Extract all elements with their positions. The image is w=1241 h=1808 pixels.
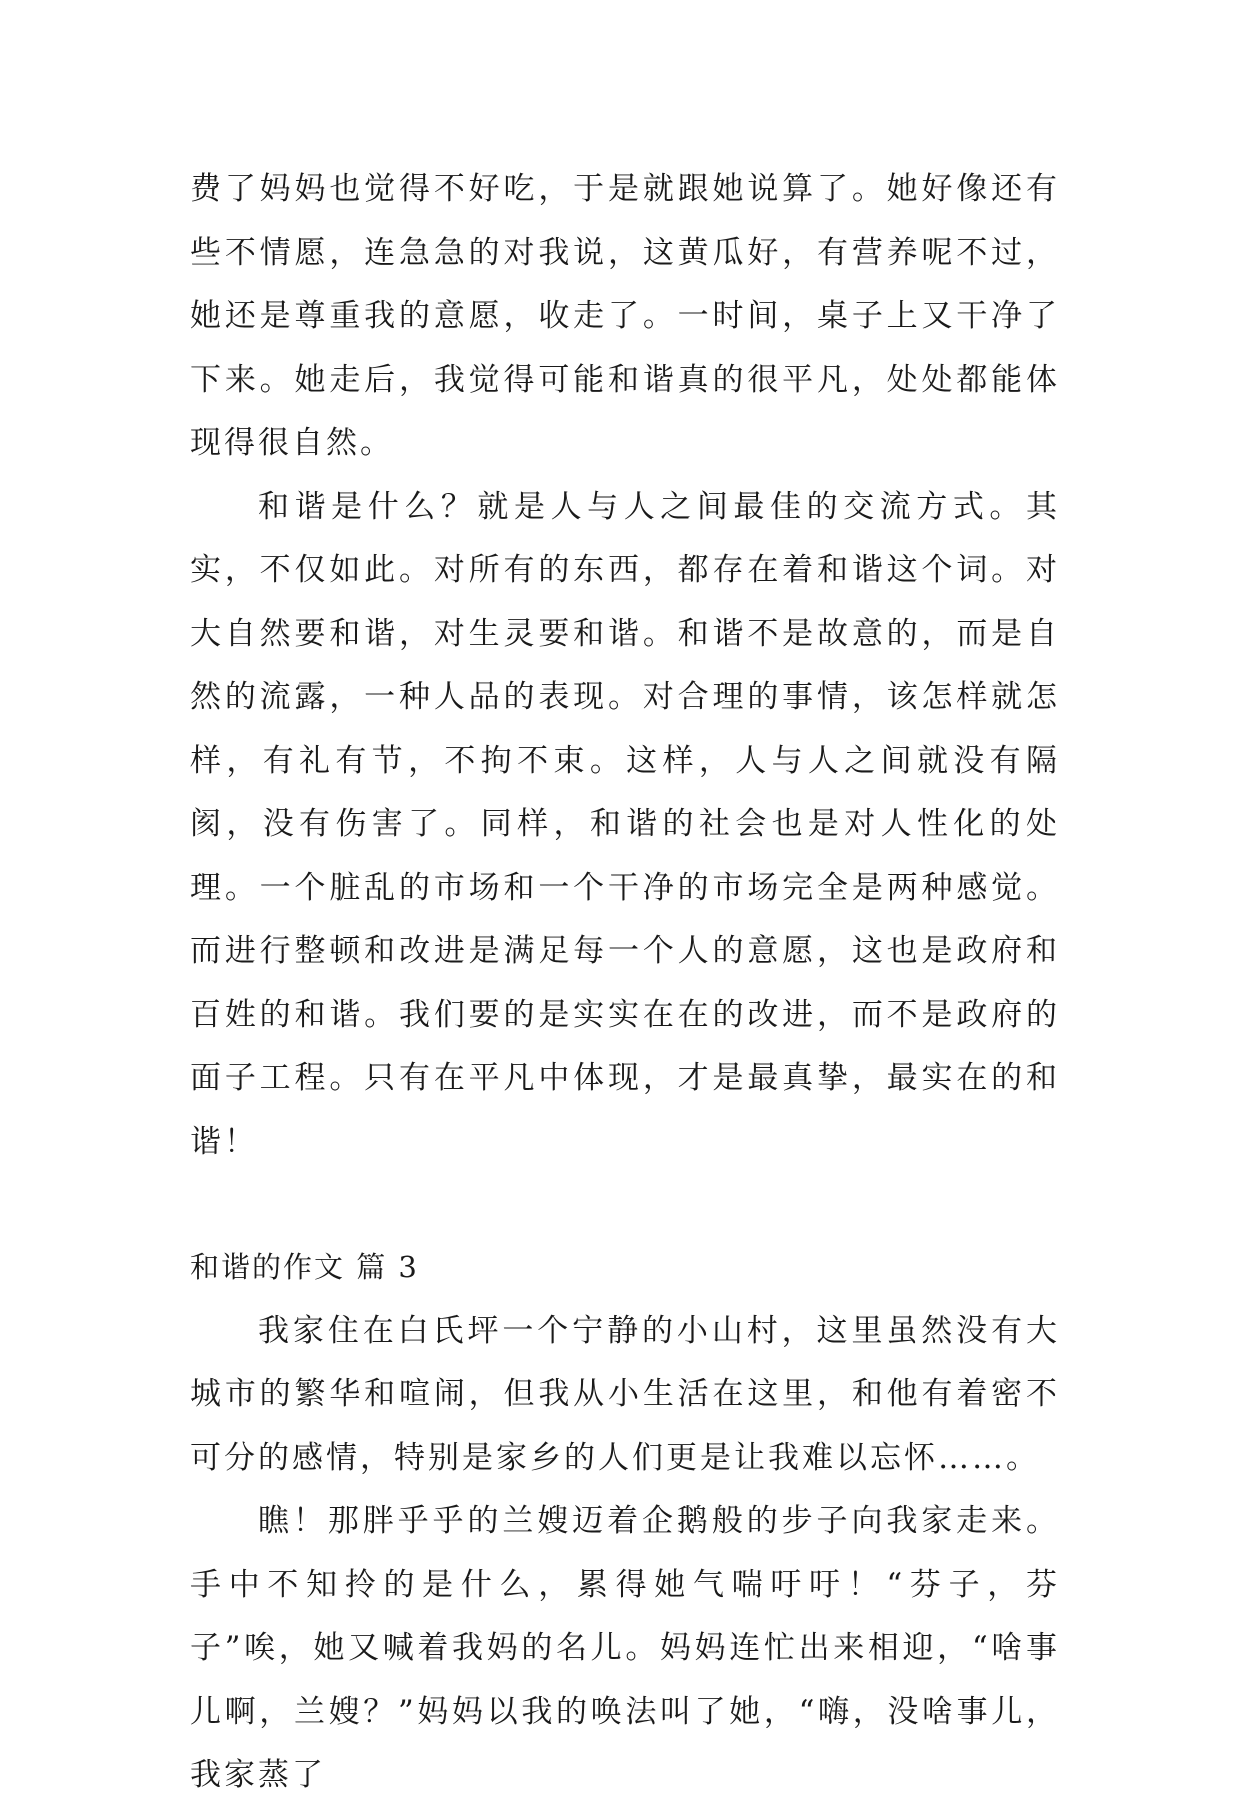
paragraph-lan-sister-in-law: 瞧！那胖乎乎的兰嫂迈着企鹅般的步子向我家走来。手中不知拎的是什么，累得她气喘吁吁！“芬子，芬子”唉，她又喊着我妈的名儿。妈妈连忙出来相迎，“啥事儿啊，兰嫂？”妈妈以我的唤法叫了她，“嗨，没啥事儿，我家蒸了 xyxy=(190,1503,1060,1793)
paragraph-harmony-meaning: 和谐是什么？就是人与人之间最佳的交流方式。其实，不仅如此。对所有的东西，都存在着和谐这个词。对大自然要和谐，对生灵要和谐。和谐不是故意的，而是自然的流露，一种人品的表现。对合理的事情，该怎样就怎样，有礼有节，不拘不束。这样，人与人之间就没有隔阂，没有伤害了。同样，和谐的社会也是对人性化的处理。一个脏乱的市场和一个干净的市场完全是两种感觉。而进行整顿和改进是满足每一个人的意愿，这也是政府和百姓的和谐。我们要的是实实在在的改进，而不是政府的面子工程。只有在平凡中体现，才是最真挚，最实在的和谐！ xyxy=(190,488,1060,1160)
paragraph-continued: 费了妈妈也觉得不好吃，于是就跟她说算了。她好像还有些不情愿，连急急的对我说，这黄瓜好，有营养呢不过，她还是尊重我的意愿，收走了。一时间，桌子上又干净了下来。她走后，我觉得可能和谐真的很平凡，处处都能体现得很自然。 xyxy=(190,171,1060,461)
section-spacer xyxy=(190,1174,1060,1236)
section-title: 和谐的作文 篇 3 xyxy=(190,1250,419,1284)
paragraph-hometown: 我家住在白氏坪一个宁静的小山村，这里虽然没有大城市的繁华和喧闹，但我从小生活在这里，和他有着密不可分的感情，特别是家乡的人们更是让我难以忘怀……。 xyxy=(190,1312,1060,1476)
document-body xyxy=(190,158,1060,1808)
